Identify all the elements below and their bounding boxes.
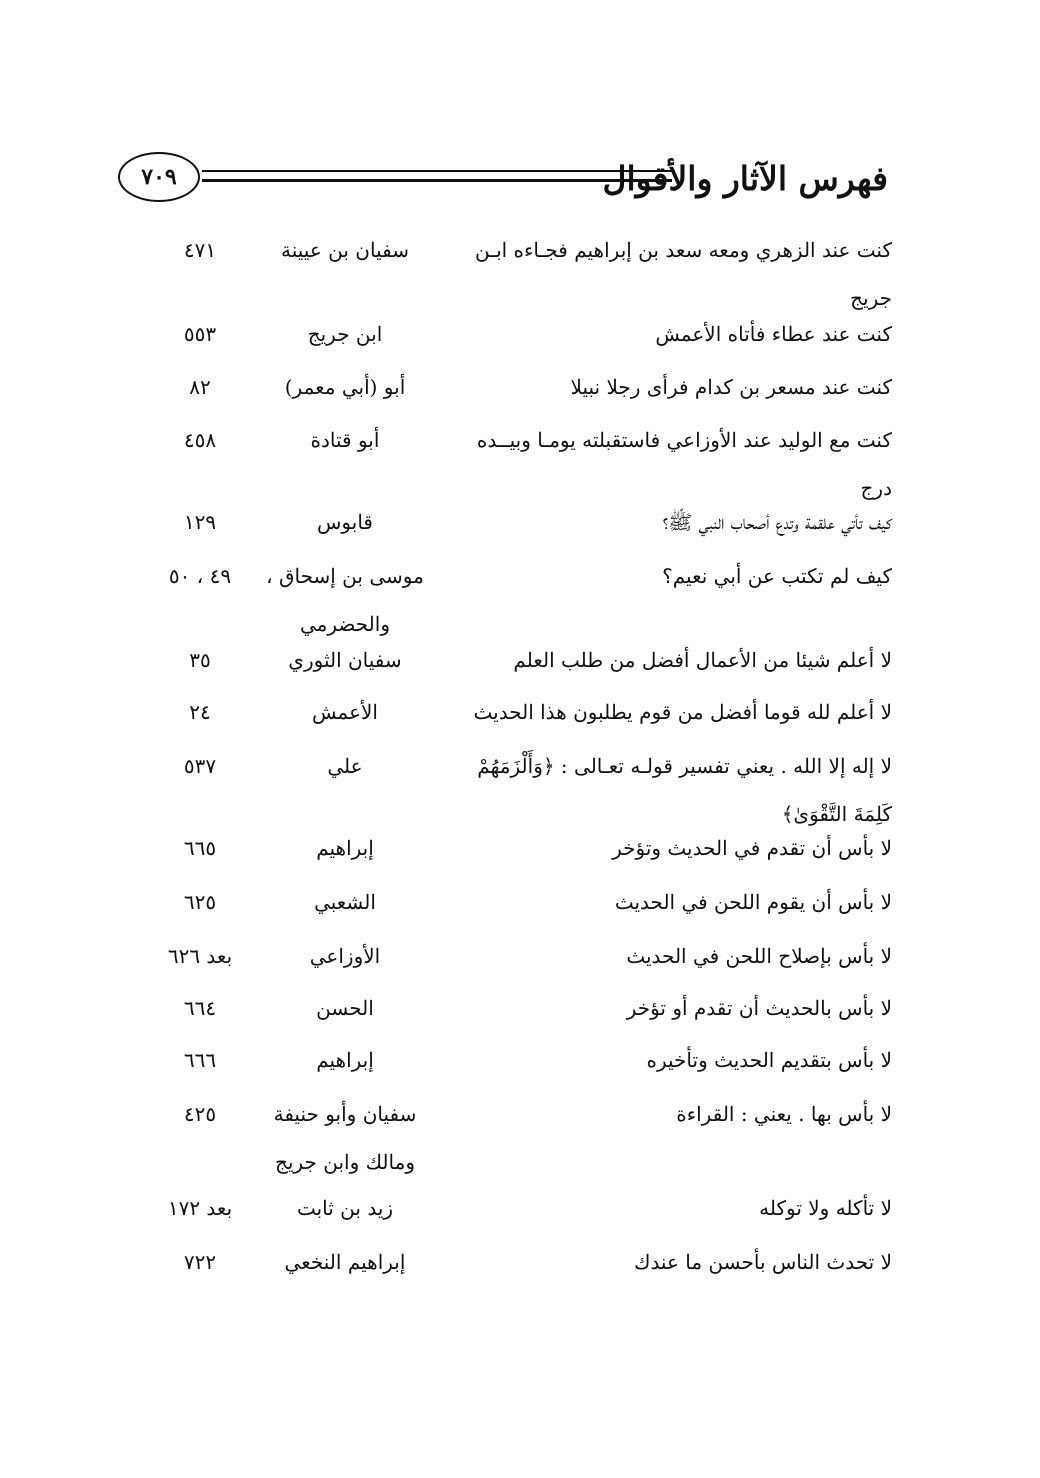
narrator: ابن جريج (307, 322, 383, 346)
saying-text: كنت مع الوليد عند الأوزاعي فاستقبلته يومـا وبيــده درج (476, 428, 892, 500)
saying-text: كنت عند الزهري ومعه سعد بن إبراهيم فجـاءه ابـن جريج (474, 238, 892, 310)
saying-text: لا تحدث الناس بأحسن ما عندك (633, 1250, 892, 1274)
page-ref: ٥٥٣ (183, 322, 217, 346)
narrator: الأوزاعي (309, 944, 381, 968)
page-ref: ٢٤ (189, 700, 211, 724)
page-ref: ٦٦٤ (183, 996, 217, 1020)
saying-text: لا تأكله ولا توكله (759, 1196, 892, 1220)
narrator: إبراهيم (316, 836, 374, 860)
narrator: زيد بن ثابت (296, 1196, 394, 1220)
narrator: الحسن (316, 996, 374, 1020)
narrator: موسى بن إسحاق ، والحضرمي (266, 564, 424, 636)
narrator: قابوس (317, 510, 373, 534)
saying-text: كيف لم تكتب عن أبي نعيم؟ (662, 564, 892, 588)
saying-text: لا أعلم شيئا من الأعمال أفضل من طلب العلم (513, 648, 892, 672)
page-header (110, 148, 900, 212)
page-ref: بعد ١٧٢ (167, 1196, 233, 1220)
page-ref: بعد ٦٢٦ (167, 944, 233, 968)
narrator: أبو (أبي معمر) (284, 375, 406, 399)
page-ref: ١٢٩ (183, 510, 217, 534)
saying-text: كيف تأتي علقمة وتدع أصحاب النبي ﷺ؟ (662, 510, 892, 534)
page-ref: ٤٢٥ (183, 1102, 217, 1126)
saying-text: لا بأس بها . يعني : القراءة (676, 1102, 892, 1126)
saying-text: لا إله إلا الله . يعني تفسير قولـه تعـالى : ﴿وَأَلْزَمَهُمْ كَلِمَةَ التَّقْوَىٰ﴾ (477, 754, 892, 826)
narrator: الأعمش (312, 700, 378, 724)
page-ref: ٤٧١ (183, 238, 217, 262)
page-ref: ٣٥ (189, 648, 211, 672)
saying-text: لا بأس أن يقوم اللحن في الحديث (614, 890, 892, 914)
saying-text: كنت عند عطاء فأتاه الأعمش (655, 322, 892, 346)
saying-text: لا بأس أن تقدم في الحديث وتؤخر (612, 836, 892, 860)
saying-text: كنت عند مسعر بن كدام فرأى رجلا نبيلا (570, 375, 892, 399)
narrator: إبراهيم النخعي (284, 1250, 406, 1274)
narrator: سفيان الثوري (288, 648, 402, 672)
narrator: أبو قتادة (310, 428, 380, 452)
page-ref: ٧٢٢ (183, 1250, 217, 1274)
page-title: فهرس الآثار والأقوال (602, 158, 888, 198)
saying-text: لا بأس بالحديث أن تقدم أو تؤخر (626, 996, 892, 1020)
saying-text: لا بأس بتقديم الحديث وتأخيره (646, 1048, 892, 1072)
page-ref: ٨٢ (189, 375, 211, 399)
page-number: ٧٠٩ (118, 152, 200, 202)
page-ref: ٤٥٨ (183, 428, 217, 452)
page-ref: ٦٦٥ (183, 836, 217, 860)
page-ref: ٤٩ ، ٥٠ (168, 564, 232, 588)
page-ref: ٦٦٦ (183, 1048, 217, 1072)
narrator: سفيان وأبو حنيفة ومالك وابن جريج (273, 1102, 417, 1174)
saying-text: لا بأس بإصلاح اللحن في الحديث (626, 944, 892, 968)
narrator: الشعبي (314, 890, 376, 914)
narrator: علي (327, 754, 363, 778)
page-ref: ٦٢٥ (183, 890, 217, 914)
narrator: سفيان بن عيينة (281, 238, 409, 262)
narrator: إبراهيم (316, 1048, 374, 1072)
saying-text: لا أعلم لله قوما أفضل من قوم يطلبون هذا الحديث (473, 700, 892, 724)
page-ref: ٥٣٧ (183, 754, 217, 778)
